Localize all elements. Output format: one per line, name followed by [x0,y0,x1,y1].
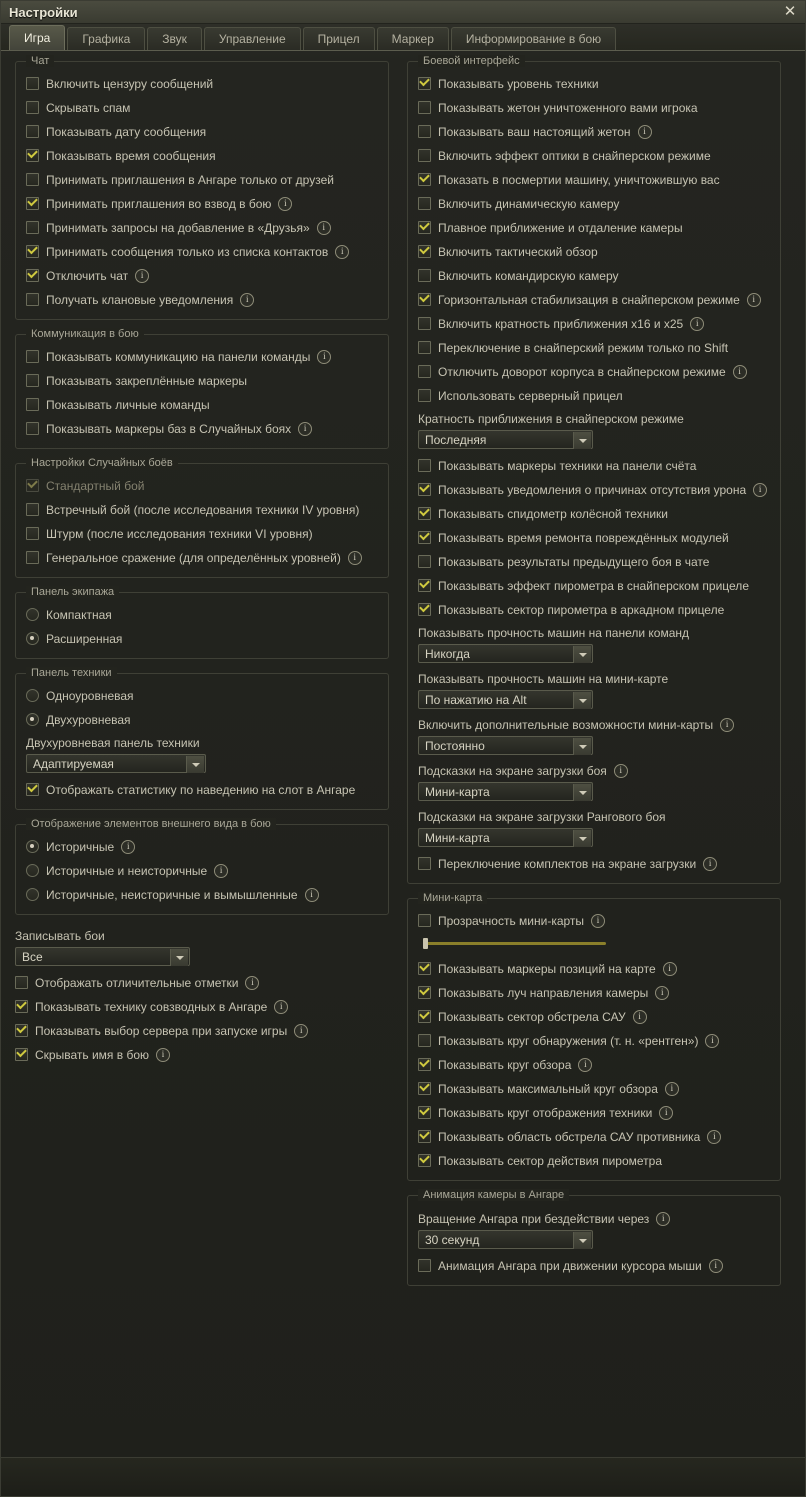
option-label: Отображать отличительные отметки [35,975,239,990]
option-label: Показывать личные команды [46,397,210,412]
option-label: Включить цензуру сообщений [46,76,214,91]
checkbox-team-panel-comm[interactable] [26,350,39,363]
checkbox-disable-chat[interactable] [26,269,39,282]
option-position-markers[interactable] [418,961,770,976]
option-pyrometer-arcade[interactable] [418,602,770,617]
option-pyrometer-sector[interactable] [418,1153,770,1168]
option-show-date[interactable] [26,124,378,139]
group-battle-communication-legend: Коммуникация в бою [26,328,144,340]
option-hide-name[interactable] [15,1047,389,1062]
option-show-marks[interactable] [15,975,389,990]
info-icon[interactable]: i [305,888,319,902]
select-value: 30 секунд [425,1232,480,1247]
checkbox-encounter-battle[interactable] [26,503,39,516]
group-battle-communication [15,328,389,449]
group-appearance [15,818,389,915]
option-label: Включить динамическую камеру [438,196,620,211]
group-vehicle-panel [15,667,389,810]
checkbox-pyrometer-sniper[interactable] [418,579,431,592]
option-dynamic-camera[interactable] [418,196,770,211]
option-label: Включить кратность приближения x16 и x25 [438,316,684,331]
info-icon[interactable]: i [240,293,254,307]
option-label: Историчные и неисторичные [46,863,208,878]
option-label: Показывать спидометр колёсной техники [438,506,668,521]
option-assault-battle[interactable] [26,526,378,541]
option-label: Показывать маркеры техники на панели счёта [438,458,697,473]
option-label: Стандартный бой [46,478,145,493]
option-label: Принимать приглашения в Ангаре только от друзей [46,172,334,187]
info-icon[interactable]: i [298,422,312,436]
option-camera-ray[interactable] [418,985,770,1000]
radio-historical[interactable] [26,839,378,854]
option-show-killer-postmortem[interactable] [418,172,770,187]
option-horizontal-stabilization[interactable] [418,292,770,307]
select-value: Никогда [425,646,470,661]
option-label: Показывать круг обзора [438,1057,572,1072]
option-hangar-mouse-animation[interactable] [418,1258,770,1273]
option-label: Историчные, неисторичные и вымышленные [46,887,298,902]
title-bar [1,1,805,24]
checkbox-horizontal-stabilization[interactable] [418,293,431,306]
checkbox-spg-sector[interactable] [418,1010,431,1023]
checkbox-no-damage-reasons[interactable] [418,483,431,496]
info-icon[interactable]: i [278,197,292,211]
tab-game[interactable]: Игра [9,25,65,50]
option-platoon-invites[interactable] [26,196,378,211]
chevron-down-icon[interactable] [573,830,591,847]
info-icon[interactable]: i [707,1130,721,1144]
select-value: Мини-карта [425,784,490,799]
minimap-extra-label [418,718,770,732]
option-label: Показывать время ремонта повреждённых модулей [438,530,729,545]
option-label: Показывать жетон уничтоженного вами игрока [438,100,698,115]
loading-hints-select[interactable] [418,782,593,801]
radio-all-styles[interactable] [26,887,378,902]
group-battle-interface [407,55,781,884]
option-base-markers[interactable] [26,421,378,436]
info-icon[interactable]: i [720,718,734,732]
option-label: Показывать закреплённые маркеры [46,373,247,388]
hp-minimap-select[interactable] [418,690,593,709]
group-random-battles-legend: Настройки Случайных боёв [26,457,178,469]
option-show-killed-tag[interactable] [418,100,770,115]
option-label: Отключить чат [46,268,129,283]
option-sniper-optics-effect[interactable] [418,148,770,163]
info-icon[interactable]: i [709,1259,723,1273]
checkbox-show-platoon-vehicles[interactable] [15,1000,28,1013]
option-label: Штурм (после исследования техники VI уровня) [46,526,313,541]
checkbox-enemy-spg-area[interactable] [418,1130,431,1143]
checkbox-minimap-transparency[interactable] [418,914,431,927]
option-hangar-invites-friends[interactable] [26,172,378,187]
info-icon[interactable]: i [578,1058,592,1072]
option-show-time[interactable] [26,148,378,163]
checkbox-base-markers[interactable] [26,422,39,435]
radio-button[interactable] [26,713,39,726]
radio-button[interactable] [26,840,39,853]
info-icon[interactable]: i [214,864,228,878]
checkbox-commander-camera[interactable] [418,269,431,282]
option-label: Показывать область обстрела САУ противника [438,1129,701,1144]
group-hangar-camera-legend: Анимация камеры в Ангаре [418,1189,569,1201]
option-label: Скрывать имя в бою [35,1047,149,1062]
radio-historical-nonhistorical[interactable] [26,863,378,878]
record-battles-section [15,929,389,1062]
info-icon[interactable]: i [317,350,331,364]
option-grand-battle[interactable] [26,550,378,565]
info-icon[interactable]: i [747,293,761,307]
radio-button[interactable] [26,689,39,702]
checkbox-position-markers[interactable] [418,962,431,975]
checkbox-show-date[interactable] [26,125,39,138]
ranked-loading-hints-select[interactable] [418,828,593,847]
checkbox-disable-hull-rotation[interactable] [418,365,431,378]
radio-button[interactable] [26,608,39,621]
group-hangar-camera [407,1189,781,1286]
two-level-panel-select[interactable] [26,754,206,773]
option-view-circle[interactable] [418,1057,770,1072]
option-label: Показывать луч направления камеры [438,985,649,1000]
radio-crew-compact[interactable] [26,607,378,622]
option-label: Встречный бой (после исследования техники IV уровня) [46,502,360,517]
checkbox-score-panel-markers[interactable] [418,459,431,472]
option-label: Расширенная [46,631,123,646]
select-value: По нажатию на Alt [425,692,527,707]
info-icon[interactable]: i [753,483,767,497]
group-minimap-legend: Мини-карта [418,892,487,904]
option-label: Показывать коммуникацию на панели команды [46,349,311,364]
option-friend-requests[interactable] [26,220,378,235]
select-value: Последняя [425,432,487,447]
option-label: Показывать сектор действия пирометра [438,1153,663,1168]
tab-graphics[interactable]: Графика [67,27,145,50]
group-minimap [407,892,781,1181]
option-label: Показывать уровень техники [438,76,599,91]
option-label: Показывать сектор пирометра в аркадном прицеле [438,602,725,617]
option-label: Анимация Ангара при движении курсора мыши [438,1258,702,1273]
checkbox-platoon-invites[interactable] [26,197,39,210]
option-encounter-battle[interactable] [26,502,378,517]
minimap-extra-text: Включить дополнительные возможности мини-карты [418,718,714,732]
option-label: Включить командирскую камеру [438,268,619,283]
checkbox-censor[interactable] [26,77,39,90]
option-server-reticle[interactable] [418,388,770,403]
option-label: Показывать сектор обстрела САУ [438,1009,626,1024]
tab-sound[interactable]: Звук [147,27,202,50]
radio-button[interactable] [26,864,39,877]
checkbox-personal-commands[interactable] [26,398,39,411]
info-icon[interactable]: i [690,317,704,331]
group-battle-interface-legend: Боевой интерфейс [418,55,525,67]
tab-bar [1,24,805,51]
option-label: Скрывать спам [46,100,131,115]
option-sniper-shift-only[interactable] [418,340,770,355]
record-battles-label: Записывать бои [15,929,105,943]
checkbox-show-vehicle-tier[interactable] [418,77,431,90]
group-appearance-legend: Отображение элементов внешнего вида в бою [26,818,276,830]
minimap-transparency-slider[interactable] [426,942,606,945]
info-icon[interactable]: i [317,221,331,235]
checkbox-module-repair-time[interactable] [418,531,431,544]
radio-button[interactable] [26,632,39,645]
option-enemy-spg-area[interactable] [418,1129,770,1144]
option-kit-switch-loading[interactable] [418,856,770,871]
info-icon[interactable]: i [135,269,149,283]
settings-content [1,51,805,1300]
option-label: Принимать приглашения во взвод в бою [46,196,272,211]
info-icon[interactable]: i [121,840,135,854]
checkbox-view-circle[interactable] [418,1058,431,1071]
option-label: Принимать запросы на добавление в «Друзья» [46,220,310,235]
info-icon[interactable]: i [655,986,669,1000]
tab-sight[interactable]: Прицел [303,27,375,50]
option-label: Двухуровневая [46,712,131,727]
option-contacts-only[interactable] [26,244,378,259]
info-icon[interactable]: i [665,1082,679,1096]
option-module-repair-time[interactable] [418,530,770,545]
option-label: Отключить доворот корпуса в снайперском режиме [438,364,726,379]
info-icon[interactable]: i [614,764,628,778]
radio-crew-extended[interactable] [26,631,378,646]
chevron-down-icon[interactable] [186,756,204,773]
checkbox-max-view-circle[interactable] [418,1082,431,1095]
radio-panel-single[interactable] [26,688,378,703]
checkbox-camera-ray[interactable] [418,986,431,999]
option-show-vehicle-tier[interactable] [418,76,770,91]
checkbox-show-marks[interactable] [15,976,28,989]
checkbox-pinned-markers[interactable] [26,374,39,387]
info-icon[interactable]: i [274,1000,288,1014]
checkbox-tactical-view[interactable] [418,245,431,258]
info-icon[interactable]: i [591,914,605,928]
checkbox-contacts-only[interactable] [26,245,39,258]
chevron-down-icon[interactable] [573,1232,591,1249]
group-random-battles [15,457,389,578]
select-value: Мини-карта [425,830,490,845]
option-label: Показывать результаты предыдущего боя в чате [438,554,710,569]
info-icon[interactable]: i [705,1034,719,1048]
option-label: Показывать маркеры позиций на карте [438,961,656,976]
info-icon[interactable]: i [659,1106,673,1120]
checkbox-clan-notifications[interactable] [26,293,39,306]
option-pinned-markers[interactable] [26,373,378,388]
group-vehicle-panel-legend: Панель техники [26,667,117,679]
info-icon[interactable]: i [733,365,747,379]
checkbox-show-killer-postmortem[interactable] [418,173,431,186]
option-hide-spam[interactable] [26,100,378,115]
option-label: Показать в посмертии машину, уничтожившую вас [438,172,720,187]
option-label: Включить тактический обзор [438,244,598,259]
radio-panel-double[interactable] [26,712,378,727]
option-label: Горизонтальная стабилизация в снайперском режиме [438,292,740,307]
info-icon[interactable]: i [638,125,652,139]
option-label: Включить эффект оптики в снайперском режиме [438,148,711,163]
info-icon[interactable]: i [656,1212,670,1226]
group-crew-panel-legend: Панель экипажа [26,586,119,598]
option-vehicle-draw-circle[interactable] [418,1105,770,1120]
hp-minimap-label: Показывать прочность машин на мини-карте [418,672,669,686]
option-zoom-x16-x25[interactable] [418,316,770,331]
option-score-panel-markers[interactable] [418,458,770,473]
option-label: Принимать сообщения только из списка контактов [46,244,329,259]
ranked-loading-hints-label: Подсказки на экране загрузки Рангового боя [418,810,666,824]
option-personal-commands[interactable] [26,397,378,412]
option-label: Показывать уведомления о причинах отсутствия урона [438,482,747,497]
option-no-damage-reasons[interactable] [418,482,770,497]
checkbox-prev-battle-results-chat[interactable] [418,555,431,568]
group-chat-legend: Чат [26,55,54,67]
hp-team-panel-label: Показывать прочность машин на панели команд [418,626,690,640]
tab-battle-info[interactable]: Информирование в бою [451,27,616,50]
checkbox-pyrometer-arcade[interactable] [418,603,431,616]
checkbox-hangar-invites-friends[interactable] [26,173,39,186]
checkbox-vehicle-draw-circle[interactable] [418,1106,431,1119]
chevron-down-icon[interactable] [573,738,591,755]
option-label: Плавное приближение и отдаление камеры [438,220,683,235]
option-label: Показывать круг отображения техники [438,1105,653,1120]
checkbox-hangar-slot-stats[interactable] [26,783,39,796]
checkbox-hangar-mouse-animation[interactable] [418,1259,431,1272]
hangar-rotate-select[interactable] [418,1230,593,1249]
select-value: Постоянно [425,738,485,753]
checkbox-detection-circle[interactable] [418,1034,431,1047]
sniper-zoom-select[interactable] [418,430,593,449]
option-label: Использовать серверный прицел [438,388,623,403]
info-icon[interactable]: i [663,962,677,976]
close-icon[interactable]: ✕ [783,3,797,20]
option-label: Получать клановые уведомления [46,292,234,307]
option-show-platoon-vehicles[interactable] [15,999,389,1014]
option-label: Показывать ваш настоящий жетон [438,124,631,139]
checkbox-standard-battle [26,479,39,492]
option-minimap-transparency[interactable] [418,913,770,928]
minimap-extra-select[interactable] [418,736,593,755]
chevron-down-icon[interactable] [170,949,188,966]
loading-hints-text: Подсказки на экране загрузки боя [418,764,607,778]
select-value: Все [22,949,43,964]
option-detection-circle[interactable] [418,1033,770,1048]
option-show-own-tag[interactable] [418,124,770,139]
checkbox-wheeled-speedometer[interactable] [418,507,431,520]
option-label: Показывать круг обнаружения (т. н. «рентген») [438,1033,699,1048]
option-prev-battle-results-chat[interactable] [418,554,770,569]
option-disable-hull-rotation[interactable] [418,364,770,379]
checkbox-friend-requests[interactable] [26,221,39,234]
option-label: Прозрачность мини-карты [438,913,585,928]
group-crew-panel [15,586,389,659]
checkbox-show-time[interactable] [26,149,39,162]
checkbox-dynamic-camera[interactable] [418,197,431,210]
info-icon[interactable]: i [245,976,259,990]
option-label: Переключение комплектов на экране загрузки [438,856,697,871]
checkbox-show-server-select[interactable] [15,1024,28,1037]
option-pyrometer-sniper[interactable] [418,578,770,593]
option-tactical-view[interactable] [418,244,770,259]
option-label: Показывать маркеры баз в Случайных боях [46,421,292,436]
checkbox-hide-spam[interactable] [26,101,39,114]
checkbox-zoom-x16-x25[interactable] [418,317,431,330]
info-icon[interactable]: i [703,857,717,871]
left-column [15,55,389,1300]
loading-hints-label [418,764,770,778]
chevron-down-icon[interactable] [573,692,591,709]
chevron-down-icon[interactable] [573,784,591,801]
checkbox-grand-battle[interactable] [26,551,39,564]
option-label: Историчные [46,839,115,854]
chevron-down-icon[interactable] [573,432,591,449]
option-standard-battle [26,478,378,493]
option-label: Компактная [46,607,112,622]
checkbox-pyrometer-sector[interactable] [418,1154,431,1167]
hangar-rotate-text: Вращение Ангара при бездействии через [418,1212,650,1226]
option-label: Показывать время сообщения [46,148,216,163]
option-label: Показывать эффект пирометра в снайперском прицеле [438,578,749,593]
option-spg-sector[interactable] [418,1009,770,1024]
info-icon[interactable]: i [156,1048,170,1062]
page-title: Настройки [9,4,78,20]
option-max-view-circle[interactable] [418,1081,770,1096]
option-label: Генеральное сражение (для определённых уровней) [46,550,341,565]
tab-controls[interactable]: Управление [204,27,301,50]
option-label: Одноуровневая [46,688,134,703]
sniper-zoom-label: Кратность приближения в снайперском режиме [418,412,684,426]
info-icon[interactable]: i [335,245,349,259]
record-battles-select[interactable] [15,947,190,966]
info-icon[interactable]: i [348,551,362,565]
checkbox-hide-name[interactable] [15,1048,28,1061]
info-icon[interactable]: i [294,1024,308,1038]
two-level-panel-label: Двухуровневая панель техники [26,736,200,750]
select-value: Адаптируемая [33,756,114,771]
option-label: Отображать статистику по наведению на слот в Ангаре [46,782,356,797]
checkbox-smooth-zoom[interactable] [418,221,431,234]
checkbox-sniper-optics-effect[interactable] [418,149,431,162]
option-label: Показывать дату сообщения [46,124,207,139]
option-team-panel-comm[interactable] [26,349,378,364]
checkbox-server-reticle[interactable] [418,389,431,402]
option-smooth-zoom[interactable] [418,220,770,235]
checkbox-assault-battle[interactable] [26,527,39,540]
option-disable-chat[interactable] [26,268,378,283]
option-clan-notifications[interactable] [26,292,378,307]
option-label: Переключение в снайперский режим только по Shift [438,340,729,355]
checkbox-sniper-shift-only[interactable] [418,341,431,354]
radio-button[interactable] [26,888,39,901]
option-show-server-select[interactable] [15,1023,389,1038]
chevron-down-icon[interactable] [573,646,591,663]
checkbox-show-own-tag[interactable] [418,125,431,138]
option-label: Показывать выбор сервера при запуске игры [35,1023,288,1038]
hp-team-panel-select[interactable] [418,644,593,663]
checkbox-show-killed-tag[interactable] [418,101,431,114]
hangar-rotate-label [418,1212,770,1226]
tab-marker[interactable]: Маркер [377,27,449,50]
option-commander-camera[interactable] [418,268,770,283]
option-label: Показывать максимальный круг обзора [438,1081,658,1096]
bottom-bar [1,1457,805,1496]
checkbox-kit-switch-loading[interactable] [418,857,431,870]
option-wheeled-speedometer[interactable] [418,506,770,521]
group-chat [15,55,389,320]
option-label: Показывать технику совзводных в Ангаре [35,999,268,1014]
option-hangar-slot-stats[interactable] [26,782,378,797]
info-icon[interactable]: i [633,1010,647,1024]
option-censor[interactable] [26,76,378,91]
right-column [407,55,781,1300]
